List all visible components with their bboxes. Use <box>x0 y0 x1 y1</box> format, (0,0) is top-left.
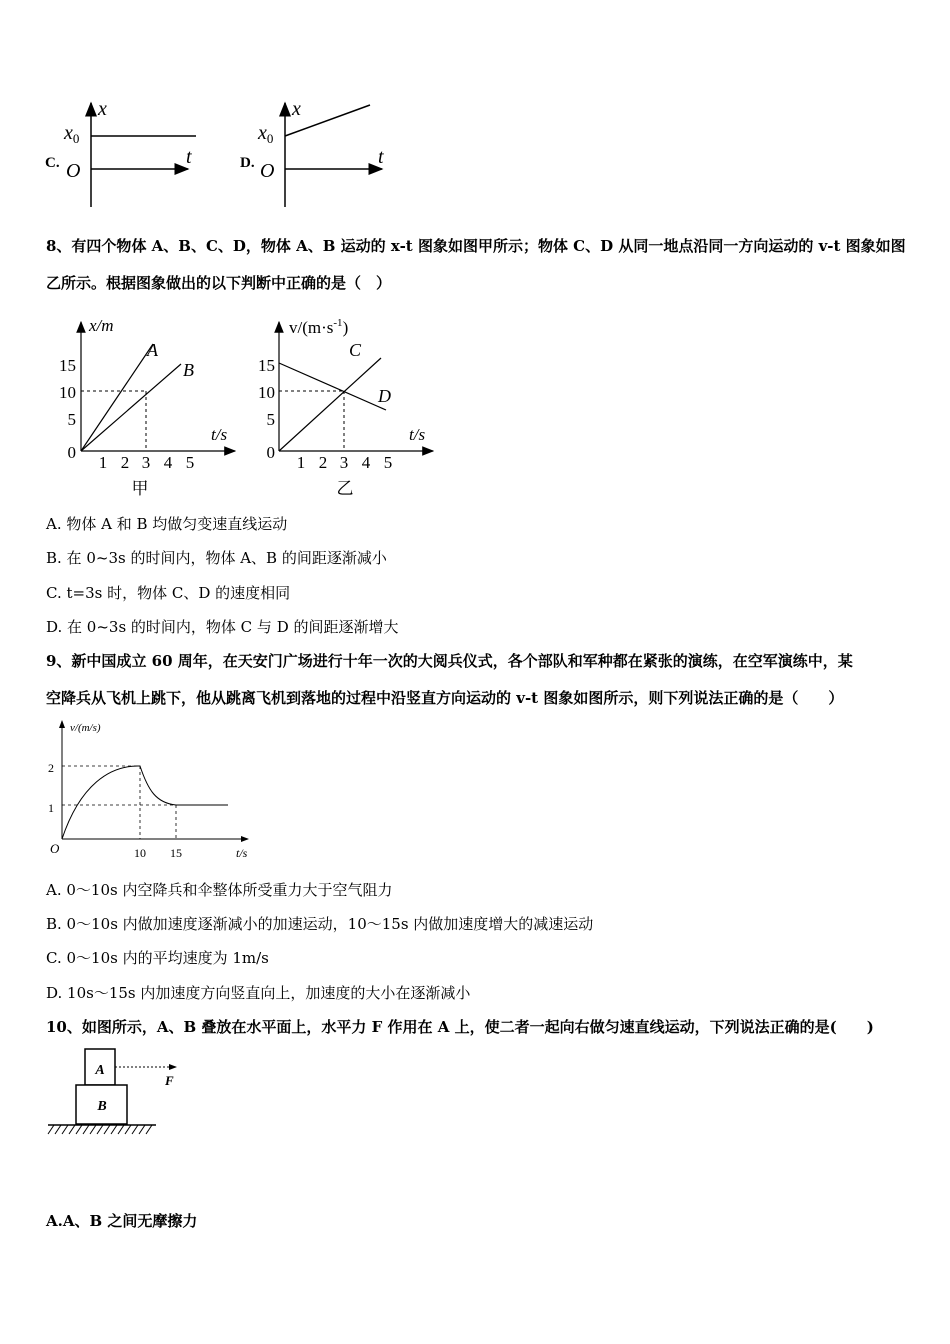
jia-ytick: 15 <box>59 356 76 375</box>
block-b-label: B <box>97 1099 107 1114</box>
yi-caption: 乙 <box>336 479 354 498</box>
jia-xlabel: t/s <box>211 425 228 444</box>
q8-option-a[interactable]: A. 物体 A 和 B 均做匀变速直线运动 <box>46 515 288 533</box>
yi-ytick: 5 <box>266 410 275 429</box>
force-label: F <box>165 1073 174 1088</box>
option-d-label: D. <box>240 155 255 171</box>
yi-ytick: 10 <box>258 383 275 402</box>
block-a-label: A <box>95 1063 105 1078</box>
q9-ytick: 1 <box>48 801 54 815</box>
q9-xtick: 15 <box>170 846 182 860</box>
yi-line-c <box>279 358 381 451</box>
q9-figure <box>40 715 260 865</box>
jia-ytick: 5 <box>67 410 76 429</box>
jia-xticks <box>99 453 195 472</box>
axis-x-label: x <box>98 98 107 120</box>
origin-label: O <box>260 160 275 182</box>
q10-figure <box>44 1046 194 1141</box>
jia-label-b: B <box>183 360 194 380</box>
ground-hatch <box>48 1125 152 1134</box>
yi-xtick: 5 <box>383 453 393 472</box>
q9-option-d[interactable]: D. 10s～15s 内加速度方向竖直向上，加速度的大小在逐渐减小 <box>46 984 471 1002</box>
q9-ytick: 2 <box>48 761 54 775</box>
q8-option-b[interactable]: B. 在 0~3s 的时间内，物体 A、B 的间距逐渐减小 <box>46 549 387 567</box>
q9-stem-line1: 9、新中国成立 60 周年，在天安门广场进行十年一次的大阅兵仪式，各个部队和军种都在紧张的演练，在空军演练中，某 <box>46 652 853 670</box>
q9-option-b[interactable]: B. 0～10s 内做加速度逐渐减小的加速运动，10～15s 内做加速度增大的减速运动 <box>46 915 594 933</box>
q9-option-a[interactable]: A. 0～10s 内空降兵和伞整体所受重力大于空气阻力 <box>46 881 393 899</box>
q9-vt-curve <box>62 766 228 839</box>
jia-ytick: 10 <box>59 383 76 402</box>
jia-xtick: 4 <box>163 453 173 472</box>
yi-xticks <box>297 453 393 472</box>
q10-stem-line1: 10、如图所示，A、B 叠放在水平面上，水平力 F 作用在 A 上，使二者一起向右做匀速直线运动，下列说法正确的是( ) <box>46 1018 874 1036</box>
q9-xlabel: t/s <box>236 846 248 860</box>
jia-xtick: 5 <box>185 453 195 472</box>
graph-option-c <box>40 95 210 215</box>
x0-label: $x_0$ <box>64 122 80 146</box>
yi-yticks <box>258 356 275 462</box>
origin-label: O <box>66 160 81 182</box>
jia-xtick: 2 <box>120 453 130 472</box>
yi-label-d: D <box>378 386 391 406</box>
q9-xtick: 10 <box>134 846 146 860</box>
yi-xlabel: t/s <box>409 425 426 444</box>
jia-ylabel: x/m <box>89 316 114 335</box>
jia-xtick: 1 <box>98 453 108 472</box>
yi-ytick: 15 <box>258 356 275 375</box>
q8-stem-line2: 乙所示。根据图象做出的以下判断中正确的是（ ） <box>46 274 392 292</box>
q9-origin: O <box>50 841 60 856</box>
jia-yticks <box>59 356 76 462</box>
q8-stem-line1: 8、有四个物体 A、B、C、D，物体 A、B 运动的 x-t 图象如图甲所示；物体 C、D 从同一地点沿同一方向运动的 v-t 图象如图 <box>46 237 906 255</box>
axis-t-label: t <box>186 146 192 168</box>
q9-ylabel: v/(m/s) <box>70 722 101 734</box>
yi-ylabel: $v/(m\cdot s^{-1})$ <box>289 317 349 337</box>
option-c-label: C. <box>45 155 60 171</box>
graph-option-d <box>235 95 405 215</box>
axis-x-label: x <box>292 98 301 120</box>
x0-label: $x_0$ <box>258 122 274 146</box>
yi-xtick: 2 <box>318 453 328 472</box>
yi-label-c: C <box>349 340 362 360</box>
q8-option-c[interactable]: C. t=3s 时，物体 C、D 的速度相同 <box>46 584 291 602</box>
q8-figure-jia <box>45 312 245 502</box>
yi-ytick: 0 <box>266 443 275 462</box>
yi-xtick: 4 <box>361 453 371 472</box>
q9-option-c[interactable]: C. 0～10s 内的平均速度为 1m/s <box>46 949 269 967</box>
yi-xtick: 3 <box>339 453 349 472</box>
q10-option-a[interactable]: A.A、B 之间无摩擦力 <box>46 1212 198 1230</box>
q9-stem-line2: 空降兵从飞机上跳下，他从跳离飞机到落地的过程中沿竖直方向运动的 v-t 图象如图所示，则下列说法正确的是（ ） <box>46 689 844 707</box>
q8-figure-yi <box>245 312 445 502</box>
yi-xtick: 1 <box>296 453 306 472</box>
axis-t-label: t <box>378 146 384 168</box>
jia-ytick: 0 <box>67 443 76 462</box>
q8-option-d[interactable]: D. 在 0~3s 的时间内，物体 C 与 D 的间距逐渐增大 <box>46 618 399 636</box>
jia-xtick: 3 <box>141 453 151 472</box>
jia-caption: 甲 <box>131 479 149 498</box>
jia-label-a: A <box>147 340 158 360</box>
